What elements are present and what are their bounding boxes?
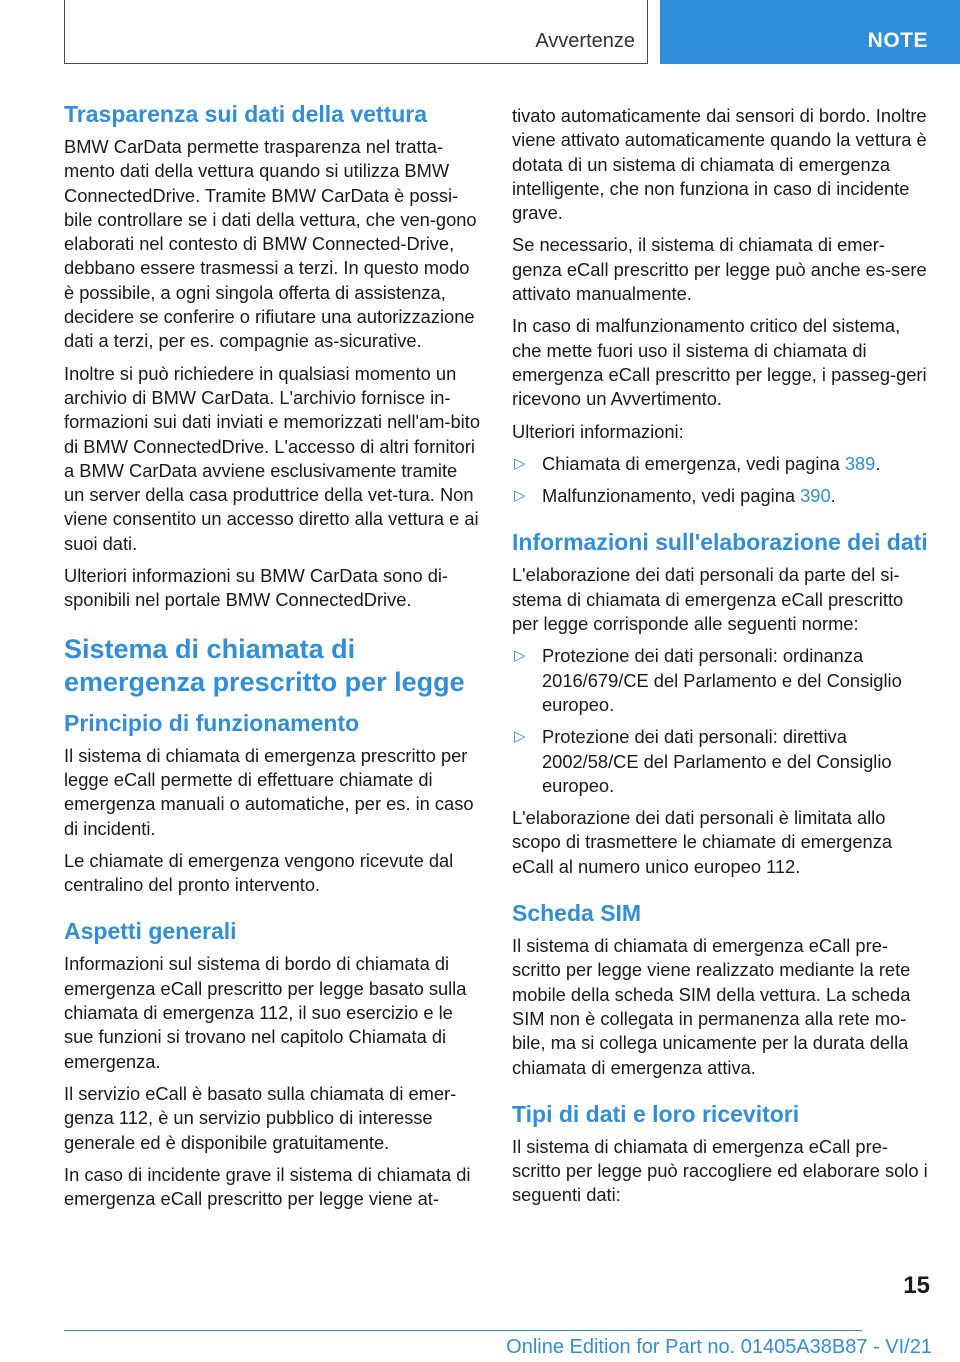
list-item: ▷ Malfunzionamento, vedi pagina 390. xyxy=(512,484,930,508)
paragraph: In caso di incidente grave il sistema di chiamata di emergenza eCall prescritto per legge viene at- xyxy=(64,1163,471,1210)
paragraph: Informazioni sul sistema di bordo di chiamata di emergenza eCall prescritto per legge basato sulla chiamata di emergenza 112, il suo esercizio e le sue funzioni si trovano nel capitolo Chiamata di emergenza. xyxy=(64,953,467,1072)
header-section-box xyxy=(64,0,648,64)
paragraph: Ulteriori informazioni: xyxy=(512,420,684,442)
footer-divider xyxy=(64,1330,862,1331)
right-column xyxy=(512,104,930,1216)
page-number: 15 xyxy=(903,1272,930,1299)
paragraph: In caso di malfunzionamento critico del sistema, che mette fuori uso il sistema di chiamata di emergenza eCall prescritto per legge, i passeg-geri ricevono un Avvertimento. xyxy=(512,315,927,410)
triangle-bullet-icon: ▷ xyxy=(514,454,526,472)
norms-list xyxy=(512,644,930,798)
triangle-bullet-icon: ▷ xyxy=(514,728,526,746)
heading-sistema-chiamata: Sistema di chiamata di emergenza prescritto per legge xyxy=(64,633,465,697)
paragraph: Il sistema di chiamata di emergenza eCall pre-scritto per legge può raccogliere ed elaborare solo i seguenti dati: xyxy=(512,1135,928,1206)
paragraph: Ulteriori informazioni su BMW CarData sono di-sponibili nel portale BMW ConnectedDrive. xyxy=(64,565,449,611)
heading-tipi-dati: Tipi di dati e loro ricevitori xyxy=(512,1100,800,1127)
paragraph: BMW CarData permette trasparenza nel tratta-mento dati della vettura quando si utilizza BMW ConnectedDrive. Tramite BMW CarData è possi-bile controllare se i dati della vettura, che ven-gono elaborati nel contesto di BMW Connected-Drive, debbano essere trasmessi a terzi. In questo modo è possibile, a ogni singola offerta di assistenza, decidere se conferire o rifiutare una autorizzazione dati a terzi, per es. compagnie as-sicurative. xyxy=(64,136,477,352)
list-item: ▷ Protezione dei dati personali: direttiva 2002/58/CE del Parlamento e del Consiglio europeo. xyxy=(514,726,892,796)
left-column xyxy=(64,100,482,1219)
paragraph: Se necessario, il sistema di chiamata di emer-genza eCall prescritto per legge può anche es-sere attivato manualmente. xyxy=(512,234,927,305)
reference-list xyxy=(512,452,930,509)
paragraph: tivato automaticamente dai sensori di bordo. Inoltre viene attivato automaticamente quando la vettura è dotata di un sistema di chiamata di emergenza intelligente, che non funziona in caso di incidente grave. xyxy=(512,105,927,224)
header-tab-label: NOTE xyxy=(867,29,928,52)
paragraph: Il sistema di chiamata di emergenza eCall pre-scritto per legge viene realizzato mediante la rete mobile della scheda SIM della vettura. La scheda SIM non è collegata in permanenza alla rete mo-bile, ma si collega unicamente per la durata della chiamata di emergenza attiva. xyxy=(512,935,911,1078)
paragraph: Il sistema di chiamata di emergenza prescritto per legge eCall permette di effettuare chiamate di emergenza manuali o automatiche, per es. in caso di incidenti. xyxy=(64,744,474,839)
heading-principio: Principio di funzionamento xyxy=(64,709,360,736)
paragraph: Il servizio eCall è basato sulla chiamata di emer-genza 112, è un servizio pubblico di interesse generale ed è disponibile gratuitamente. xyxy=(64,1082,457,1153)
triangle-bullet-icon: ▷ xyxy=(514,487,526,505)
list-item: ▷ Chiamata di emergenza, vedi pagina 389. xyxy=(512,452,930,476)
heading-aspetti: Aspetti generali xyxy=(64,918,237,945)
heading-scheda-sim: Scheda SIM xyxy=(512,900,642,927)
paragraph: L'elaborazione dei dati personali da parte del si-stema di chiamata di emergenza eCall prescritto per legge corrisponde alle seguenti norme: xyxy=(512,564,904,635)
heading-informazioni: Informazioni sull'elaborazione dei dati xyxy=(512,529,928,556)
list-item: ▷ Protezione dei dati personali: ordinanza 2016/679/CE del Parlamento e del Consiglio europeo. xyxy=(514,645,902,715)
paragraph: L'elaborazione dei dati personali è limitata allo scopo di trasmettere le chiamate di emergenza eCall al numero unico europeo 112. xyxy=(512,807,893,877)
paragraph: Le chiamate di emergenza vengono ricevute dal centralino del pronto intervento. xyxy=(64,849,454,896)
triangle-bullet-icon: ▷ xyxy=(514,647,526,665)
heading-trasparenza: Trasparenza sui dati della vettura xyxy=(64,101,428,127)
page-link-390[interactable]: 390 xyxy=(800,485,831,507)
header-tab-note[interactable] xyxy=(660,0,960,64)
paragraph: Inoltre si può richiedere in qualsiasi momento un archivio di BMW CarData. L'archivio fornisce in-formazioni sui dati inviati e memorizzati nell'am-bito di BMW ConnectedDrive. L'accesso di altri fornitori a BMW CarData avviene esclusivamente tramite un server della casa produttrice della vet-tura. Non viene consentito un accesso diretto alla vettura e ai suoi dati. xyxy=(64,362,480,554)
page-link-389[interactable]: 389 xyxy=(844,452,876,474)
footer-edition: Online Edition for Part no. 01405A38B87 - VI/21 xyxy=(506,1336,932,1358)
header-section-title: Avvertenze xyxy=(535,30,635,52)
